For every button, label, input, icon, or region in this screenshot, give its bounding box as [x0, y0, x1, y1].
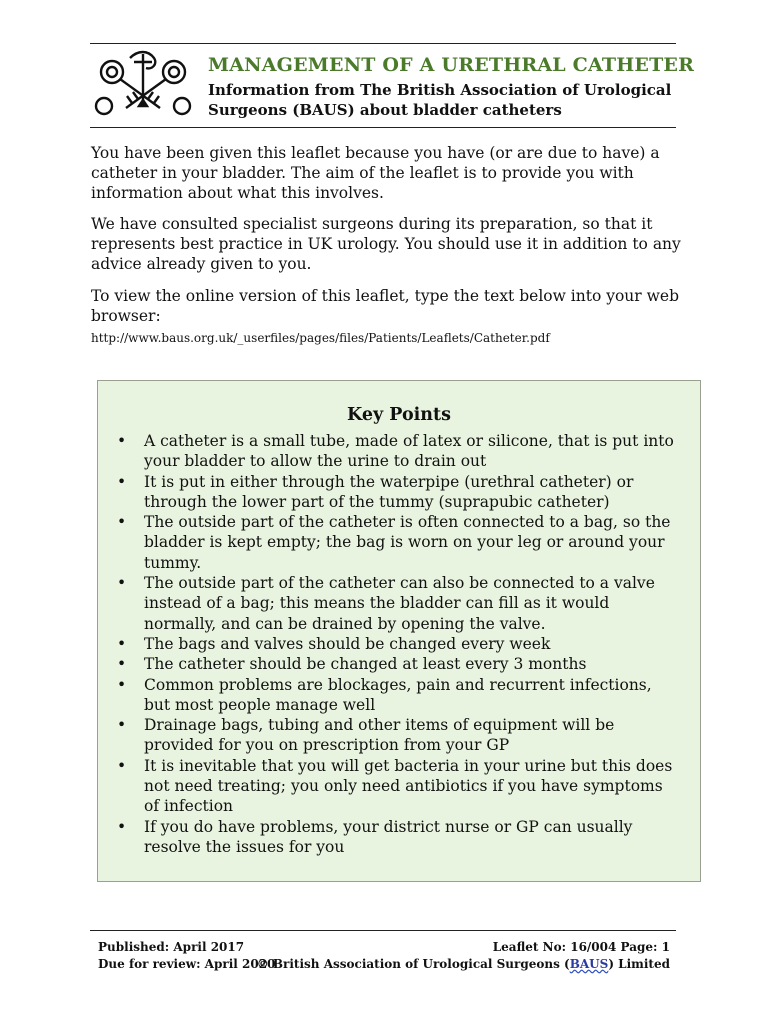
list-item: [114, 715, 674, 756]
intro-paragraph: We have consulted specialist surgeons during its preparation, so that it represents best practice in UK urology. You should use it in addition to any advice already given to you.: [91, 215, 681, 273]
list-item-text: If you do have problems, your district nurse or GP can usually resolve the issues for you: [144, 817, 633, 856]
copyright-prefix: © British Association of Urological Surgeons (: [256, 957, 570, 971]
key-points-title: Key Points: [347, 405, 451, 425]
list-item-text: The catheter should be changed at least every 3 months: [144, 655, 587, 674]
list-item-text: The outside part of the catheter can also be connected to a valve instead of a bag; this means the bladder can fill as it would normally, and can be drained by opening the valve.: [144, 574, 655, 633]
intro-paragraph: You have been given this leaflet because you have (or are due to have) a catheter in your bladder. The aim of the leaflet is to provide you with information about what this involves.: [91, 144, 660, 202]
bullet-icon: •: [117, 817, 127, 836]
page-title: MANAGEMENT OF A URETHRAL CATHETER: [208, 54, 695, 76]
list-item-text: A catheter is a small tube, made of latex or silicone, that is put into your bladder to allow the urine to drain out: [144, 432, 674, 471]
footer-rule: [90, 930, 676, 931]
review-date: Due for review: April 2020: [98, 957, 276, 971]
bullet-icon: •: [117, 716, 127, 735]
list-item: [114, 634, 674, 654]
leaflet-number: Leaflet No: 16/004 Page: 1: [492, 940, 670, 954]
list-item: [114, 431, 674, 472]
published-date: Published: April 2017: [98, 940, 245, 954]
header-bottom-rule: [90, 127, 676, 128]
bullet-icon: •: [117, 756, 127, 775]
list-item: [114, 756, 674, 817]
baus-link[interactable]: BAUS: [569, 957, 609, 971]
page-subtitle: Information from The British Association of Urological Surgeons (BAUS) about bladder catheters: [208, 81, 672, 119]
bullet-icon: •: [117, 675, 127, 694]
list-item: [114, 675, 674, 716]
copyright-notice: [257, 957, 670, 971]
key-points-box: [97, 380, 701, 882]
list-item-text: The outside part of the catheter is often connected to a bag, so the bladder is kept empty; the bag is worn on your leg or around your tummy.: [144, 513, 671, 572]
list-item: [114, 573, 674, 634]
bullet-icon: •: [117, 574, 127, 593]
list-item: [114, 654, 674, 674]
bullet-icon: •: [117, 513, 127, 532]
intro-paragraph: To view the online version of this leaflet, type the text below into your web browser:: [91, 287, 679, 325]
key-points-list: [114, 431, 674, 857]
list-item-text: The bags and valves should be changed every week: [144, 634, 551, 653]
top-rule: [90, 43, 676, 44]
list-item: [114, 472, 674, 513]
bullet-icon: •: [117, 634, 127, 653]
copyright-suffix: ) Limited: [608, 957, 670, 971]
list-item-text: Common problems are blockages, pain and recurrent infections, but most people manage well: [144, 675, 652, 714]
list-item-text: Drainage bags, tubing and other items of equipment will be provided for you on prescription from your GP: [144, 716, 615, 755]
crossed-keys-logo-icon: [90, 48, 196, 118]
list-item-text: It is inevitable that you will get bacteria in your urine but this does not need treating; you only need antibiotics if you have symptoms of infection: [144, 756, 673, 816]
bullet-icon: •: [117, 655, 127, 674]
list-item: [114, 512, 674, 573]
list-item-text: It is put in either through the waterpipe (urethral catheter) or through the lower part of the tummy (suprapubic catheter): [144, 472, 634, 511]
bullet-icon: •: [117, 472, 127, 491]
bullet-icon: •: [117, 432, 127, 450]
list-item: [114, 817, 674, 858]
leaflet-url: http://www.baus.org.uk/_userfiles/pages/files/Patients/Leaflets/Catheter.pdf: [91, 331, 550, 345]
